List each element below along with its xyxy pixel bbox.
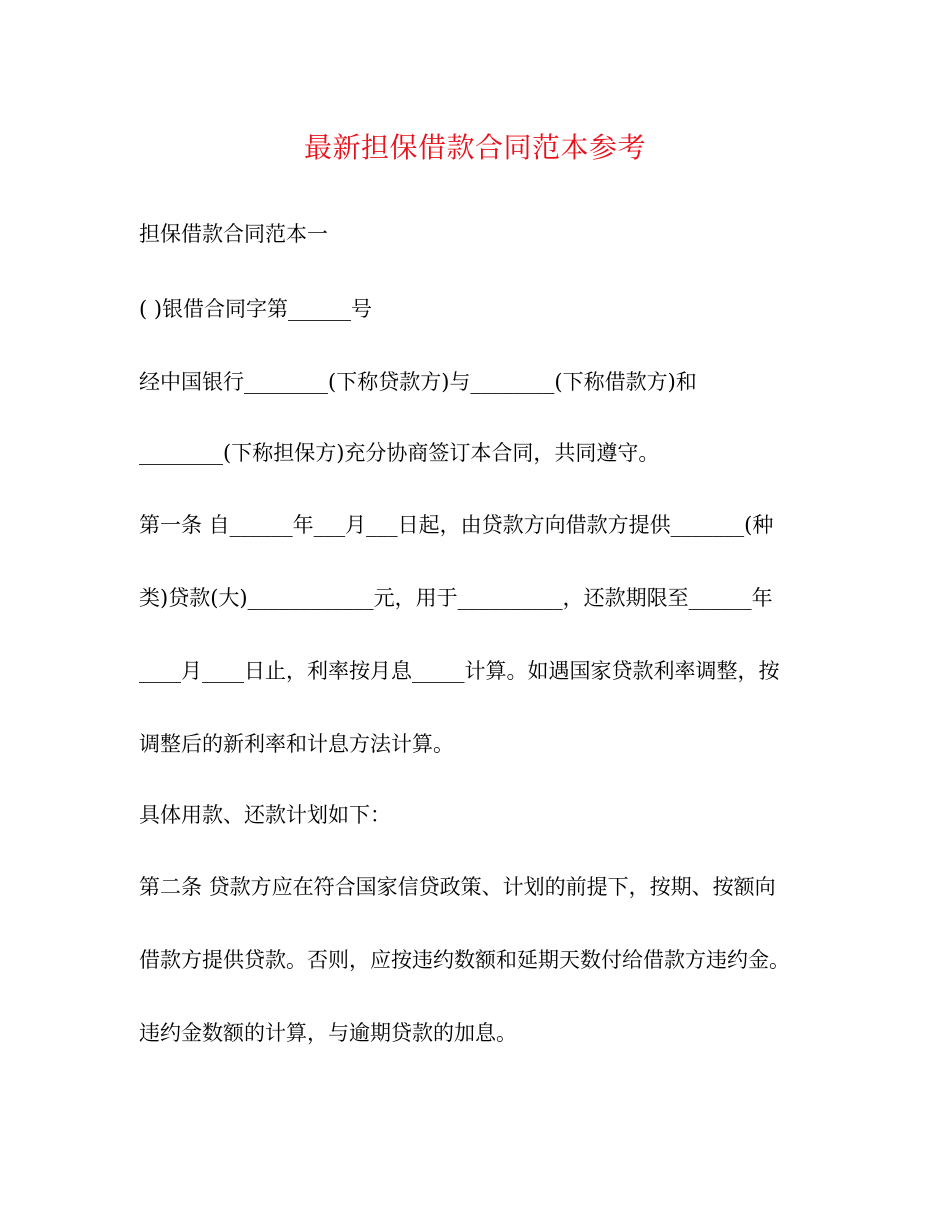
document-title: 最新担保借款合同范本参考 bbox=[303, 131, 646, 164]
article-1-line: 类)贷款(大)____________元，用于__________，还款期限至______年 bbox=[139, 586, 773, 610]
article-1-line: 第一条 自______年___月___日起，由贷款方向借款方提供_______(种 bbox=[139, 513, 774, 537]
paragraph-line: 经中国银行________(下称贷款方)与________(下称借款方)和 bbox=[139, 370, 697, 394]
paragraph-line: ________(下称担保方)充分协商签订本合同，共同遵守。 bbox=[139, 441, 660, 465]
contract-number: ( )银借合同字第______号 bbox=[139, 297, 373, 321]
article-2-line: 违约金数额的计算，与逾期贷款的加息。 bbox=[139, 1021, 517, 1045]
article-1-line: 调整后的新利率和计息方法计算。 bbox=[139, 732, 454, 756]
section-heading: 担保借款合同范本一 bbox=[139, 222, 328, 246]
article-1-line: ____月____日止，利率按月息_____计算。如遇国家贷款利率调整，按 bbox=[139, 659, 780, 683]
article-2-line: 第二条 贷款方应在符合国家信贷政策、计划的前提下，按期、按额向 bbox=[139, 875, 776, 899]
repayment-plan-line: 具体用款、还款计划如下： bbox=[139, 803, 391, 827]
article-2-line: 借款方提供贷款。否则，应按违约数额和延期天数付给借款方违约金。 bbox=[139, 948, 790, 972]
